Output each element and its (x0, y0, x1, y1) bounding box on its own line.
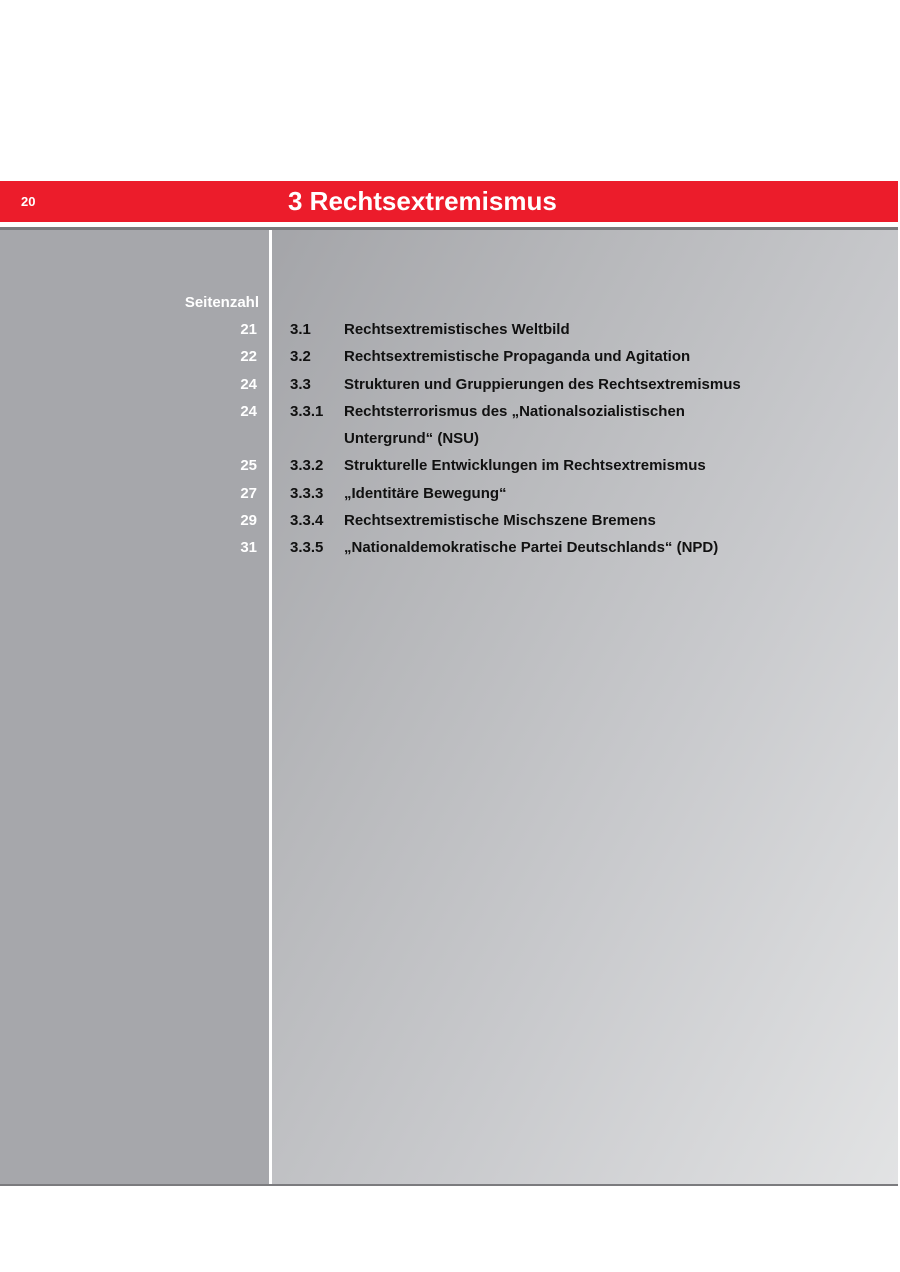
toc-entry-page: 21 (240, 321, 257, 338)
toc-entry-title: Strukturelle Entwicklungen im Rechtsextremismus (344, 457, 706, 475)
toc-entry-page: 29 (240, 512, 257, 530)
toc-entry-title: Rechtsextremistische Mischszene Bremens (344, 512, 656, 530)
toc-entry-number: 3.3.3 (290, 484, 324, 502)
toc-entry[interactable] (0, 319, 898, 346)
toc-entry-page: 31 (240, 539, 257, 557)
toc-entry-title: „Nationaldemokratische Partei Deutschlands“ (NPD) (344, 539, 719, 557)
toc-entry-number: 3.3.4 (290, 512, 324, 530)
toc-entry-number: 3.3.1 (290, 402, 324, 420)
toc-entry-page: 27 (240, 484, 257, 502)
page-number: 20 (21, 194, 36, 209)
toc-entry[interactable] (0, 483, 898, 510)
toc-entry-number: 3.1 (290, 321, 311, 338)
toc-entry[interactable] (0, 455, 898, 482)
toc-entry-title: Rechtsextremistische Propaganda und Agitation (344, 348, 691, 366)
toc-entry[interactable] (0, 346, 898, 373)
chapter-title: 3 Rechtsextremismus (288, 186, 557, 216)
toc-entry-number: 3.3.5 (290, 539, 324, 557)
toc-entry-page: 25 (240, 457, 257, 475)
toc-entry-title: Rechtsterrorismus des „Nationalsozialistischen (344, 402, 685, 420)
toc-entry-title: Rechtsextremistisches Weltbild (344, 321, 570, 338)
bottom-rule (0, 1184, 898, 1186)
toc-entry-page: 22 (240, 348, 257, 366)
toc-entry[interactable] (0, 401, 898, 428)
toc-entry-title: Strukturen und Gruppierungen des Rechtsextremismus (344, 375, 741, 393)
toc-entry-continuation[interactable] (0, 428, 898, 455)
page-column-heading: Seitenzahl (184, 294, 259, 311)
toc-entry-number: 3.2 (290, 348, 311, 366)
table-of-contents (0, 319, 898, 565)
toc-entry-number: 3.3.2 (290, 457, 324, 475)
toc-entry[interactable] (0, 537, 898, 564)
toc-entry[interactable] (0, 374, 898, 401)
toc-entry-number: 3.3 (290, 375, 311, 393)
toc-entry-title: „Identitäre Bewegung“ (344, 484, 507, 502)
toc-entry[interactable] (0, 510, 898, 537)
toc-entry-page: 24 (240, 402, 257, 420)
toc-entry-title-line2: Untergrund“ (NSU) (344, 430, 479, 448)
toc-entry-page: 24 (240, 375, 257, 393)
